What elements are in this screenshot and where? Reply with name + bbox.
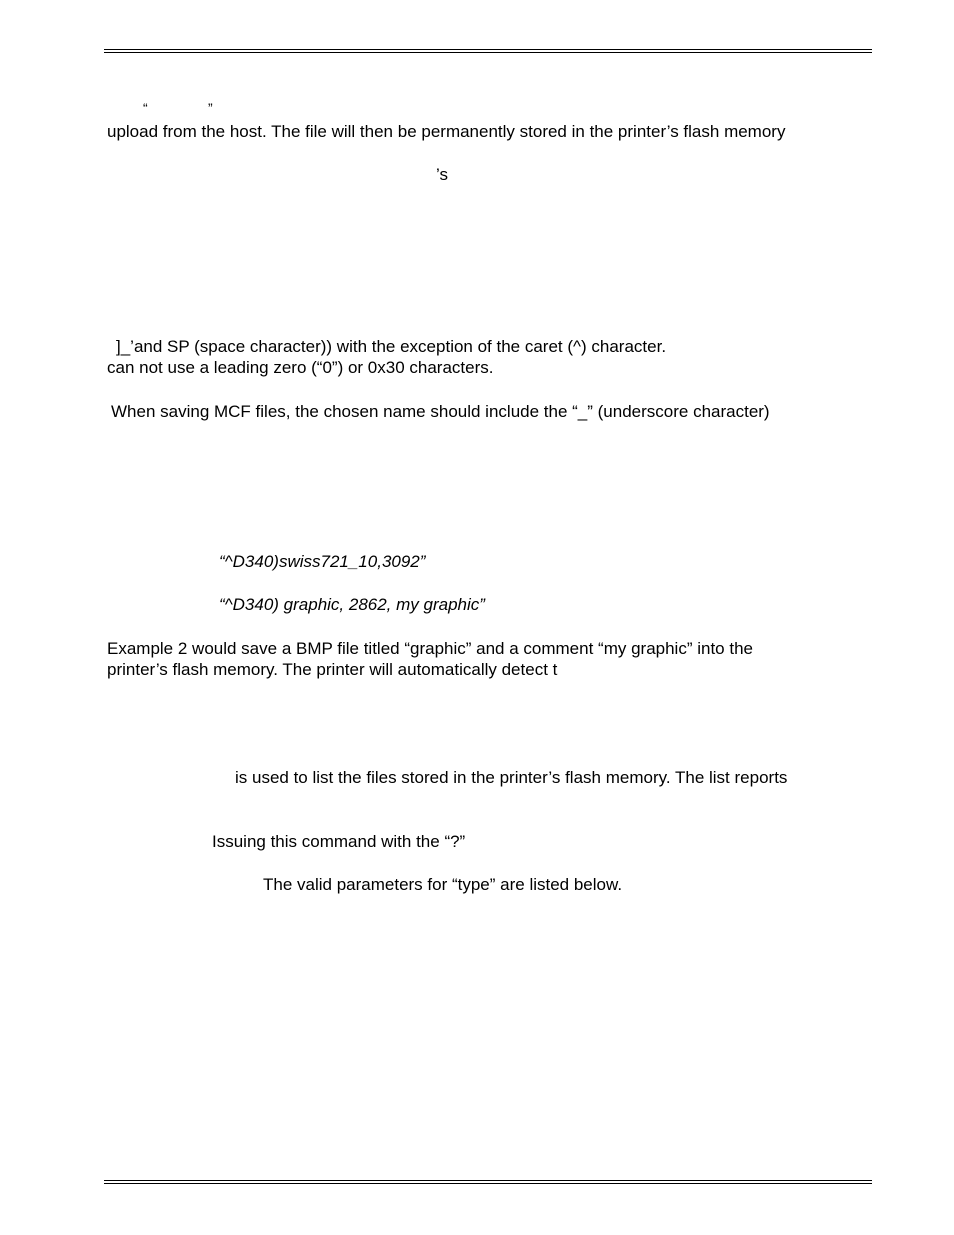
chars-line: ]_’and SP (space character)) with the exception of the caret (^) character.: [116, 337, 667, 356]
example1-code: “^D340)swiss721_10,3092”: [219, 552, 426, 571]
example2-description-2: printer’s flash memory. The printer will automatically detect t: [107, 660, 558, 679]
mcf-line: When saving MCF files, the chosen name should include the “_” (underscore character): [111, 402, 770, 421]
example2-description-1: Example 2 would save a BMP file titled “graphic” and a comment “my graphic” into the: [107, 639, 753, 658]
valid-params-line: The valid parameters for “type” are listed below.: [263, 875, 623, 894]
header-rule: [104, 49, 872, 53]
leading-zero-line: can not use a leading zero (“0”) or 0x30 characters.: [107, 358, 494, 377]
upload-line: upload from the host. The file will then be permanently stored in the printer’s flash memory: [107, 122, 786, 141]
footer-rule: [104, 1180, 872, 1184]
close-quote: ”: [208, 100, 213, 116]
example2-code: “^D340) graphic, 2862, my graphic”: [219, 595, 485, 614]
issuing-line: Issuing this command with the “?”: [212, 832, 466, 851]
list-line: is used to list the files stored in the printer’s flash memory. The list reports: [235, 768, 788, 787]
open-quote: “: [143, 100, 148, 116]
apostrophe-s: ’s: [436, 165, 448, 184]
